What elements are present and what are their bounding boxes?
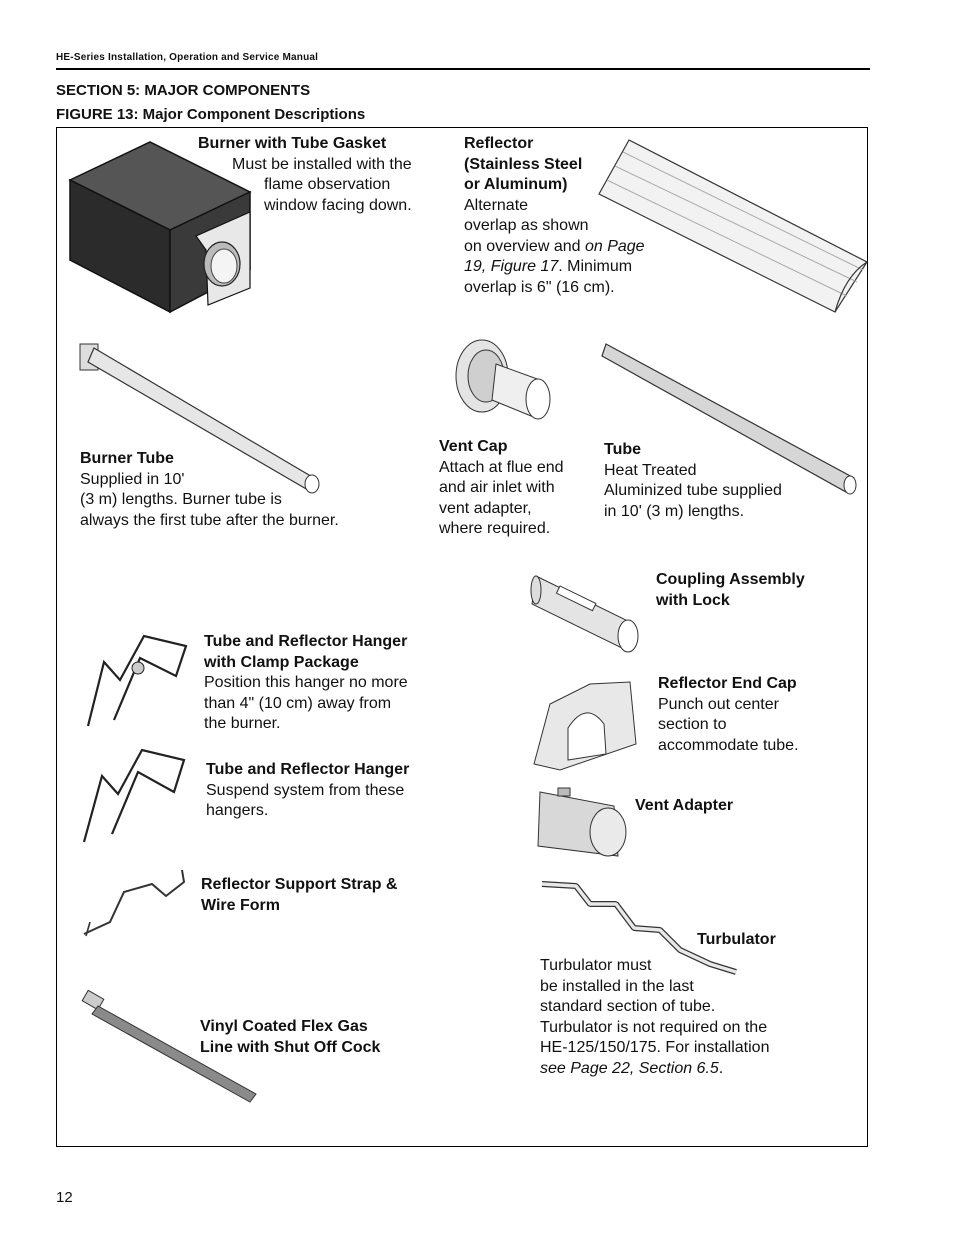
vent-cap-illustration xyxy=(452,336,557,426)
support-strap-description xyxy=(201,875,441,916)
vent-cap-line: Attach at flue end xyxy=(439,458,564,476)
vent-adapter-title: Vent Adapter xyxy=(635,797,734,814)
hanger-clamp-line: Position this hanger no more xyxy=(204,674,408,691)
reflector-line: overlap is 6" (16 cm). xyxy=(464,278,615,296)
hanger-clamp-line: the burner. xyxy=(204,715,281,732)
hanger-line: hangers. xyxy=(206,802,269,819)
turbulator-section-ref[interactable]: see Page 22, Section 6.5 xyxy=(540,1059,719,1077)
turbulator-line xyxy=(540,1059,840,1080)
hanger-clamp-description xyxy=(204,632,444,735)
tube-line: Aluminized tube supplied xyxy=(604,482,782,499)
coupling-description xyxy=(656,570,856,611)
end-cap-illustration xyxy=(530,674,640,774)
figure-title: FIGURE 13: Major Component Descriptions xyxy=(56,106,366,123)
reflector-text: on overview and xyxy=(464,237,585,255)
turbulator-line: standard section of tube. xyxy=(540,998,716,1015)
tube-line: in 10' (3 m) lengths. xyxy=(604,502,745,520)
flex-gas-description xyxy=(200,1017,440,1058)
coupling-illustration xyxy=(530,568,645,653)
flex-gas-title: Line with Shut Off Cock xyxy=(200,1038,381,1056)
reflector-description xyxy=(464,134,664,298)
reflector-line xyxy=(464,257,664,278)
turbulator-line: Turbulator is not required on the xyxy=(540,1018,768,1036)
end-cap-line: Punch out center xyxy=(658,695,779,713)
reflector-figure-ref[interactable]: 19, Figure 17 xyxy=(464,258,559,275)
header-rule xyxy=(56,68,870,70)
burner-line: window facing down. xyxy=(264,196,412,214)
reflector-line: Alternate xyxy=(464,196,529,214)
burner-tube-line: Supplied in 10' xyxy=(80,470,185,488)
support-strap-title: Wire Form xyxy=(201,896,280,914)
burner-tube-line: (3 m) lengths. Burner tube is xyxy=(80,491,282,508)
vent-adapter-description xyxy=(635,796,815,817)
manual-header: HE-Series Installation, Operation and Service Manual xyxy=(56,52,319,63)
end-cap-description xyxy=(658,674,858,756)
reflector-title: or Aluminum) xyxy=(464,176,568,193)
hanger-line: Suspend system from these xyxy=(206,781,405,799)
reflector-page-ref[interactable]: on Page xyxy=(584,237,645,255)
turbulator-line: be installed in the last xyxy=(540,977,694,995)
tube-line: Heat Treated xyxy=(604,461,697,479)
burner-tube-title: Burner Tube xyxy=(80,450,174,467)
reflector-line xyxy=(464,237,664,258)
turbulator-description xyxy=(540,956,840,1079)
tube-title: Tube xyxy=(604,441,642,458)
vent-cap-line: where required. xyxy=(439,520,551,537)
support-strap-illustration xyxy=(80,866,190,941)
support-strap-title: Reflector Support Strap & xyxy=(201,876,398,893)
hanger-illustration xyxy=(80,746,190,846)
burner-title: Burner with Tube Gasket xyxy=(198,135,387,152)
turbulator-title: Turbulator xyxy=(697,931,776,948)
reflector-line: overlap as shown xyxy=(464,217,589,234)
burner-description xyxy=(198,134,438,216)
tube-description xyxy=(604,440,824,522)
burner-tube-description xyxy=(80,449,400,531)
vent-cap-title: Vent Cap xyxy=(439,438,508,455)
burner-line: flame observation xyxy=(264,176,391,193)
burner-line: Must be installed with the xyxy=(232,155,412,173)
flex-gas-title: Vinyl Coated Flex Gas xyxy=(200,1018,368,1035)
hanger-clamp-title: Tube and Reflector Hanger xyxy=(204,633,408,650)
section-title: SECTION 5: MAJOR COMPONENTS xyxy=(56,82,311,99)
turbulator-line: HE-125/150/175. For installation xyxy=(540,1039,770,1056)
vent-cap-line: vent adapter, xyxy=(439,499,532,517)
reflector-text: . Minimum xyxy=(558,258,633,275)
end-cap-line: accommodate tube. xyxy=(658,736,799,754)
hanger-clamp-illustration xyxy=(80,630,195,730)
coupling-title: Coupling Assembly xyxy=(656,571,805,588)
reflector-title: (Stainless Steel xyxy=(464,155,583,173)
vent-adapter-illustration xyxy=(532,782,632,862)
vent-cap-line: and air inlet with xyxy=(439,479,555,496)
vent-cap-description xyxy=(439,437,599,540)
turbulator-text: . xyxy=(718,1059,724,1077)
turbulator-line: Turbulator must xyxy=(540,957,652,974)
reflector-title: Reflector xyxy=(464,135,534,152)
end-cap-title: Reflector End Cap xyxy=(658,675,797,692)
hanger-title: Tube and Reflector Hanger xyxy=(206,761,410,778)
end-cap-line: section to xyxy=(658,716,727,733)
burner-tube-line: always the first tube after the burner. xyxy=(80,511,339,529)
coupling-title: with Lock xyxy=(656,591,730,609)
hanger-clamp-line: than 4" (10 cm) away from xyxy=(204,694,392,712)
hanger-clamp-title: with Clamp Package xyxy=(204,653,359,671)
hanger-description xyxy=(206,760,446,822)
page-number: 12 xyxy=(56,1189,73,1206)
